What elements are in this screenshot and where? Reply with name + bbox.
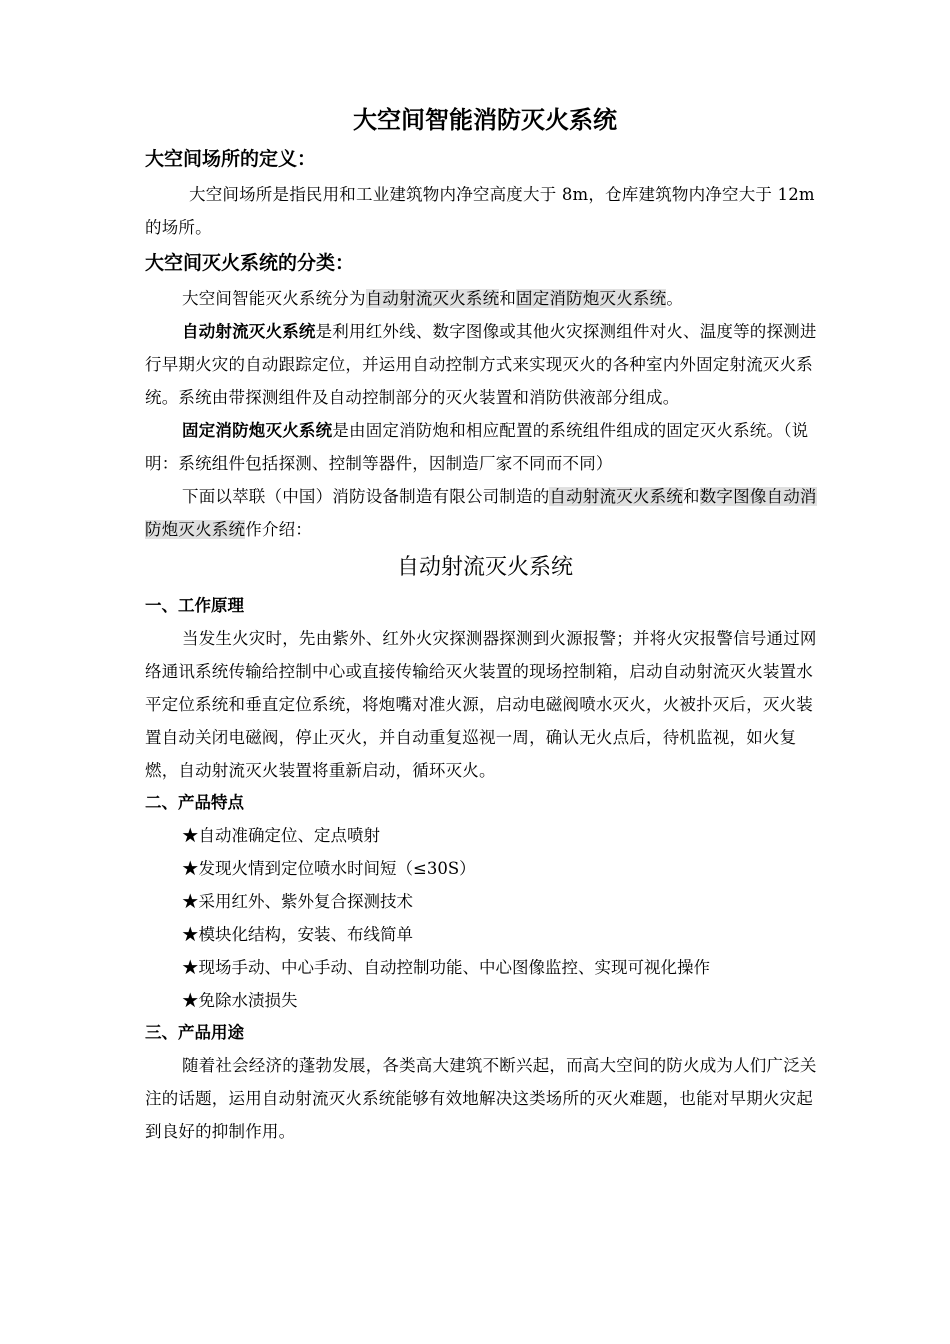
company-highlight-2: 数字图像自动消防炮灭火系统 xyxy=(145,487,817,539)
feature-item: ★采用红外、紫外复合探测技术 xyxy=(182,892,413,911)
jet-system-term: 自动射流灭火系统 xyxy=(182,322,316,341)
jet-system-paragraph xyxy=(145,315,825,414)
usage-heading: 三、产品用途 xyxy=(145,1023,244,1042)
jet-system-desc: 是利用红外线、数字图像或其他火灾探测组件对火、温度等的探测进行早期火灾的自动跟踪定位，并运用自动控制方式来实现灭火的各种室内外固定射流灭火系统。系统由带探测组件及自动控制部分的灭火装置和消防供液部分组成。 xyxy=(145,322,817,407)
feature-item: ★发现火情到定位喷水时间短（≤30S） xyxy=(182,859,476,878)
feature-item: ★现场手动、中心手动、自动控制功能、中心图像监控、实现可视化操作 xyxy=(182,958,710,977)
cannon-system-desc: 是由固定消防炮和相应配置的系统组件组成的固定灭火系统。（说明：系统组件包括探测、控制等器件，因制造厂家不同而不同） xyxy=(145,421,809,473)
company-highlight-1: 自动射流灭火系统 xyxy=(549,487,684,506)
cannon-system-paragraph xyxy=(145,414,825,480)
intro-company-paragraph xyxy=(145,480,825,546)
intro-highlight-1: 自动射流灭火系统 xyxy=(365,289,500,308)
features-list xyxy=(145,819,825,1017)
definition-text: 大空间场所是指民用和工业建筑物内净空高度大于 8m，仓库建筑物内净空大于 12m 的场所。 xyxy=(145,185,815,237)
section-title: 自动射流灭火系统 xyxy=(396,555,573,580)
working-principle-heading: 一、工作原理 xyxy=(145,596,244,615)
cannon-system-term: 固定消防炮灭火系统 xyxy=(182,421,333,440)
document-title: 大空间智能消防灭火系统 xyxy=(353,106,617,134)
usage-text: 随着社会经济的蓬勃发展，各类高大建筑不断兴起，而高大空间的防火成为人们广泛关注的话题，运用自动射流灭火系统能够有效地解决这类场所的灭火难题，也能对早期火灾起到良好的抑制作用。 xyxy=(145,1056,817,1141)
company-mid: 和 xyxy=(683,487,700,506)
feature-item: ★模块化结构，安装、布线简单 xyxy=(182,925,413,944)
features-heading: 二、产品特点 xyxy=(145,793,244,812)
feature-item: ★免除水渍损失 xyxy=(182,991,298,1010)
intro-mid: 和 xyxy=(499,289,517,308)
document-body xyxy=(145,100,825,1148)
definition-heading: 大空间场所的定义： xyxy=(145,148,317,170)
intro-post: 。 xyxy=(666,289,684,308)
intro-pre: 大空间智能灭火系统分为 xyxy=(182,289,366,308)
company-post: 作介绍： xyxy=(245,520,313,539)
feature-item: ★自动准确定位、定点喷射 xyxy=(182,826,380,845)
working-principle-text: 当发生火灾时，先由紫外、红外火灾探测器探测到火源报警；并将火灾报警信号通过网络通讯系统传输给控制中心或直接传输给灭火装置的现场控制箱，启动自动射流灭火装置水平定位系统和垂直定位系统，将炮嘴对准火源，启动电磁阀喷水灭火，火被扑灭后，灭火装置自动关闭电磁阀，停止灭火，并自动重复巡视一周，确认无火点后，待机监视，如火复燃，自动射流灭火装置将重新启动，循环灭火。 xyxy=(145,629,817,780)
company-pre: 下面以萃联（中国）消防设备制造有限公司制造的 xyxy=(182,487,550,506)
intro-highlight-2: 固定消防炮灭火系统 xyxy=(516,289,667,308)
classification-heading: 大空间灭火系统的分类： xyxy=(145,252,355,274)
classification-intro xyxy=(145,282,825,315)
